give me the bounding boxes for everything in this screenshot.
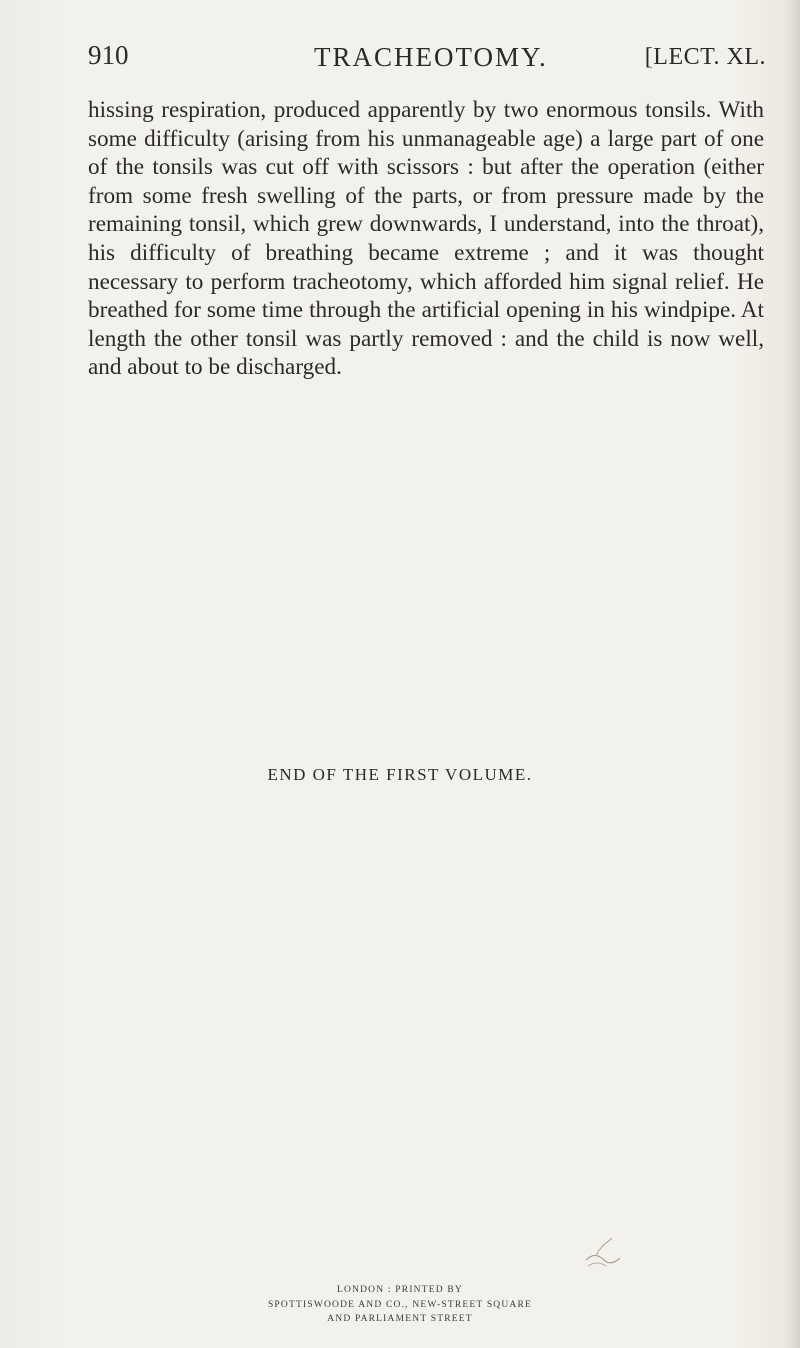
imprint-line-1: LONDON : PRINTED BY bbox=[337, 1285, 463, 1295]
printer-imprint bbox=[0, 1283, 800, 1327]
running-header bbox=[88, 40, 766, 80]
running-title: TRACHEOTOMY. bbox=[314, 42, 548, 72]
end-of-volume-note: END OF THE FIRST VOLUME. bbox=[267, 765, 533, 784]
imprint-line-2: SPOTTISWOODE AND CO., NEW-STREET SQUARE bbox=[267, 1299, 533, 1310]
page-number: 910 bbox=[88, 40, 129, 70]
imprint-line-3: AND PARLIAMENT STREET bbox=[327, 1314, 473, 1324]
page-edge-shadow bbox=[786, 0, 800, 1348]
lecture-reference: [LECT. XL. bbox=[644, 44, 766, 70]
printer-flourish-icon bbox=[582, 1236, 622, 1270]
body-paragraph: hissing respiration, produced apparently by two enormous tonsils. With some difficulty (arising from his unmanageable age) a large part of one of the tonsils was cut off with scissors : but after the operation (either from some fresh swelling of the parts, or from pressure made by the remaining tonsil, which grew downwards, I understand, into the throat), his difficulty of breathing became extreme ; and it was thought necessary to perform tracheotomy, which afforded him signal relief. He breathed for some time through the artificial opening in his windpipe. At length the other tonsil was partly removed : and the child is now well, and about to be discharged. bbox=[88, 97, 764, 381]
